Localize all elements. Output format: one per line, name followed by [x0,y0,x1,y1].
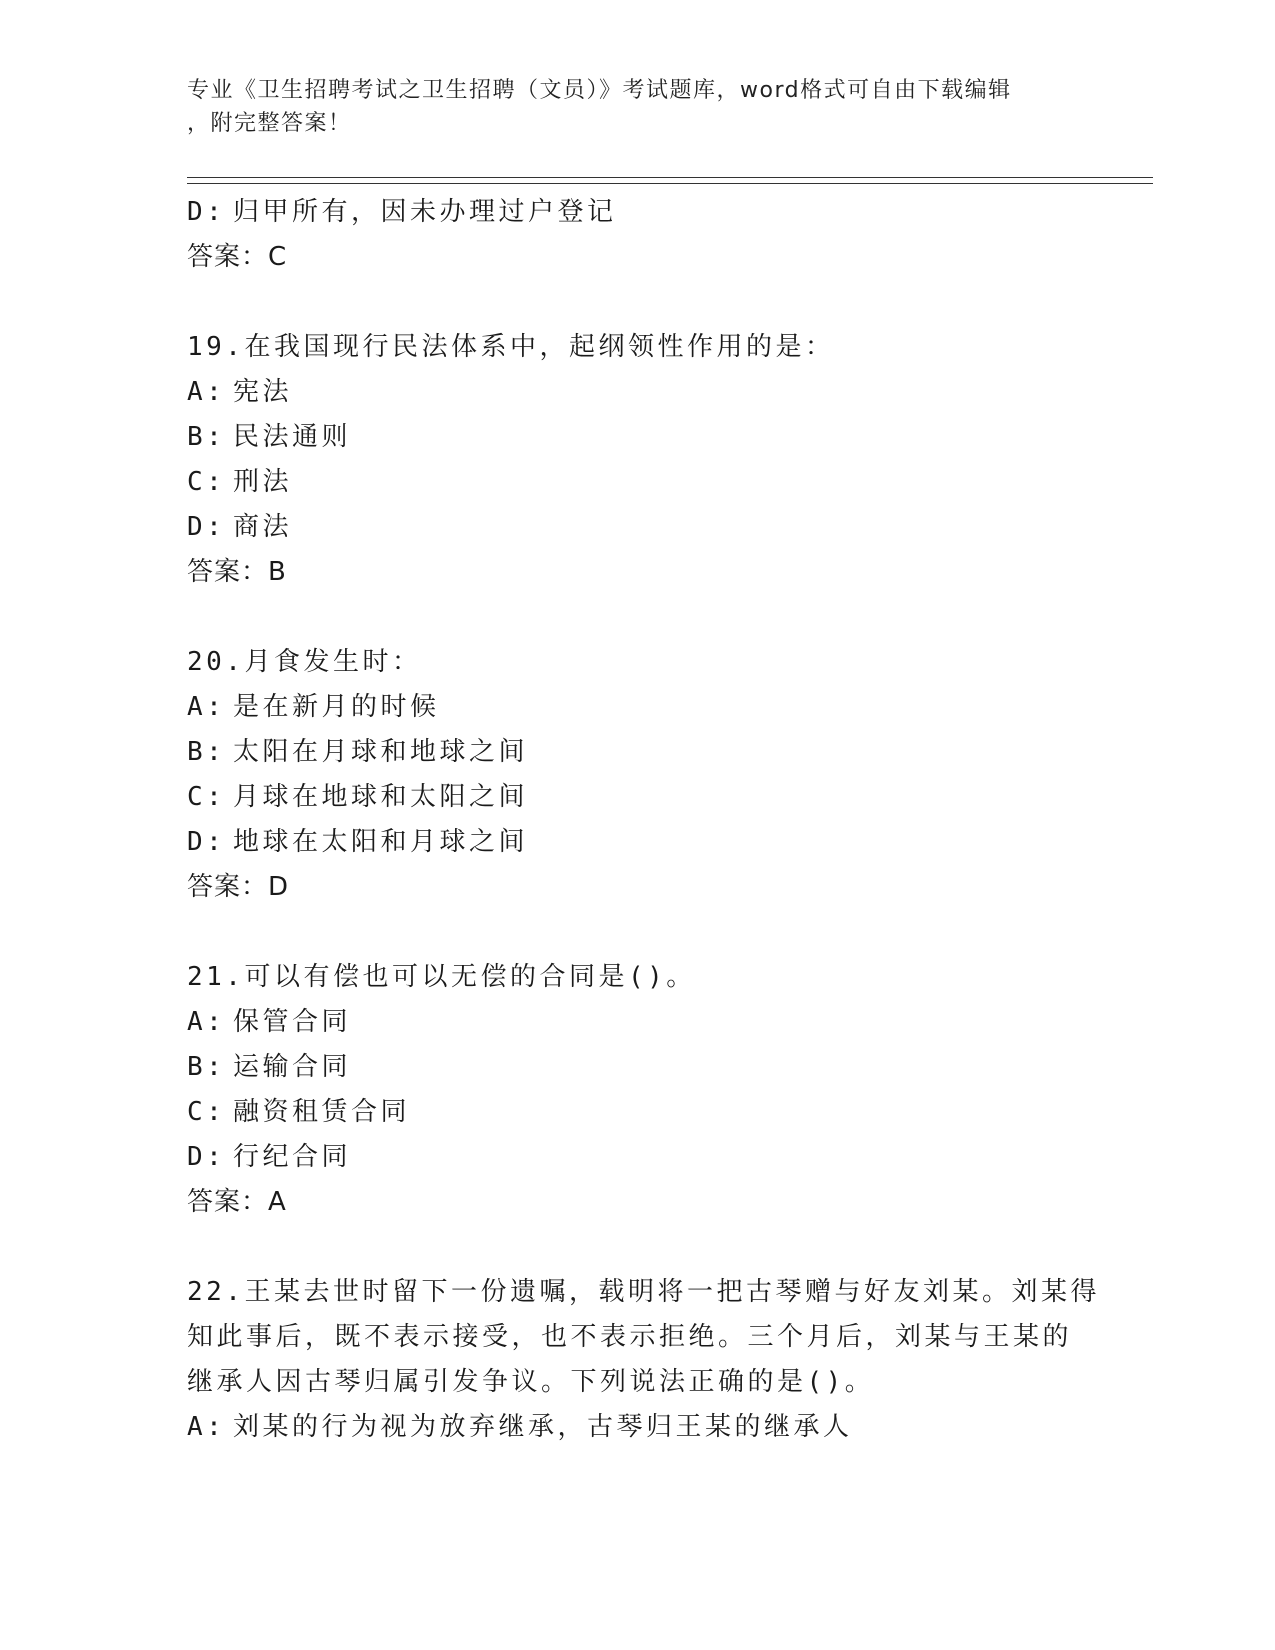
option-key: B: [187,1052,226,1082]
header-line-2: ，附完整答案！ [187,111,352,136]
option-key: C: [187,1097,226,1127]
question-spacer [187,910,1087,955]
question-20 [187,640,1087,910]
option-c [187,775,1087,820]
question-spacer [187,1225,1087,1270]
option-text: 月球在地球和太阳之间 [233,782,529,812]
option-text: 民法通则 [233,422,352,452]
question-18-tail [187,190,1087,280]
option-key: B: [187,422,226,452]
option-key: D: [187,1142,226,1172]
header-line-1: 专业《卫生招聘考试之卫生招聘（文员）》考试题库，word格式可自由下载编辑 [187,78,1012,103]
option-b [187,730,1087,775]
option-key: B: [187,737,226,767]
option-text: 是在新月的时候 [233,692,440,722]
option-a [187,1000,1087,1045]
option-d [187,820,1087,865]
option-text: 宪法 [233,377,293,407]
option-key: A: [187,1412,226,1442]
question-stem: 19.在我国现行民法体系中，起纲领性作用的是： [187,332,835,362]
option-key: D: [187,197,226,227]
option-text: 商法 [233,512,293,542]
question-22 [187,1270,1100,1450]
option-key: A: [187,1007,226,1037]
option-text: 地球在太阳和月球之间 [233,827,529,857]
option-text: 刘某的行为视为放弃继承，古琴归王某的继承人 [233,1412,853,1442]
option-d [187,1135,1087,1180]
option-key: D: [187,827,226,857]
question-21 [187,955,1087,1225]
option-a [187,685,1087,730]
question-stem-line: 继承人因古琴归属引发争议。下列说法正确的是()。 [187,1367,875,1397]
option-key: D: [187,512,226,542]
option-key: A: [187,377,226,407]
option-c [187,460,1087,505]
answer-line: 答案：D [187,872,290,902]
question-spacer [187,595,1087,640]
option-d [187,505,1087,550]
option-a [187,1405,1087,1450]
question-spacer [187,280,1087,325]
question-19 [187,325,1087,595]
option-text: 保管合同 [233,1007,352,1037]
header-double-rule [187,177,1153,184]
option-c [187,1090,1087,1135]
answer-line: 答案：B [187,557,287,587]
option-text: 融资租赁合同 [233,1097,411,1127]
option-d [187,190,1087,235]
option-text: 归甲所有，因未办理过户登记 [233,197,617,227]
answer-line: 答案：A [187,1187,287,1217]
option-b [187,415,1087,460]
option-key: A: [187,692,226,722]
document-header [187,74,1067,140]
question-stem: 21.可以有偿也可以无偿的合同是()。 [187,962,696,992]
question-stem-line: 知此事后，既不表示接受，也不表示拒绝。三个月后，刘某与王某的 [187,1322,1073,1352]
option-key: C: [187,782,226,812]
option-text: 刑法 [233,467,293,497]
option-key: C: [187,467,226,497]
answer-line: 答案：C [187,242,288,272]
option-b [187,1045,1087,1090]
option-text: 运输合同 [233,1052,352,1082]
question-list [187,190,1100,1450]
question-stem-line: 22.王某去世时留下一份遗嘱，载明将一把古琴赠与好友刘某。刘某得 [187,1277,1100,1307]
option-text: 太阳在月球和地球之间 [233,737,529,767]
option-text: 行纪合同 [233,1142,352,1172]
option-a [187,370,1087,415]
question-stem: 20.月食发生时： [187,647,422,677]
